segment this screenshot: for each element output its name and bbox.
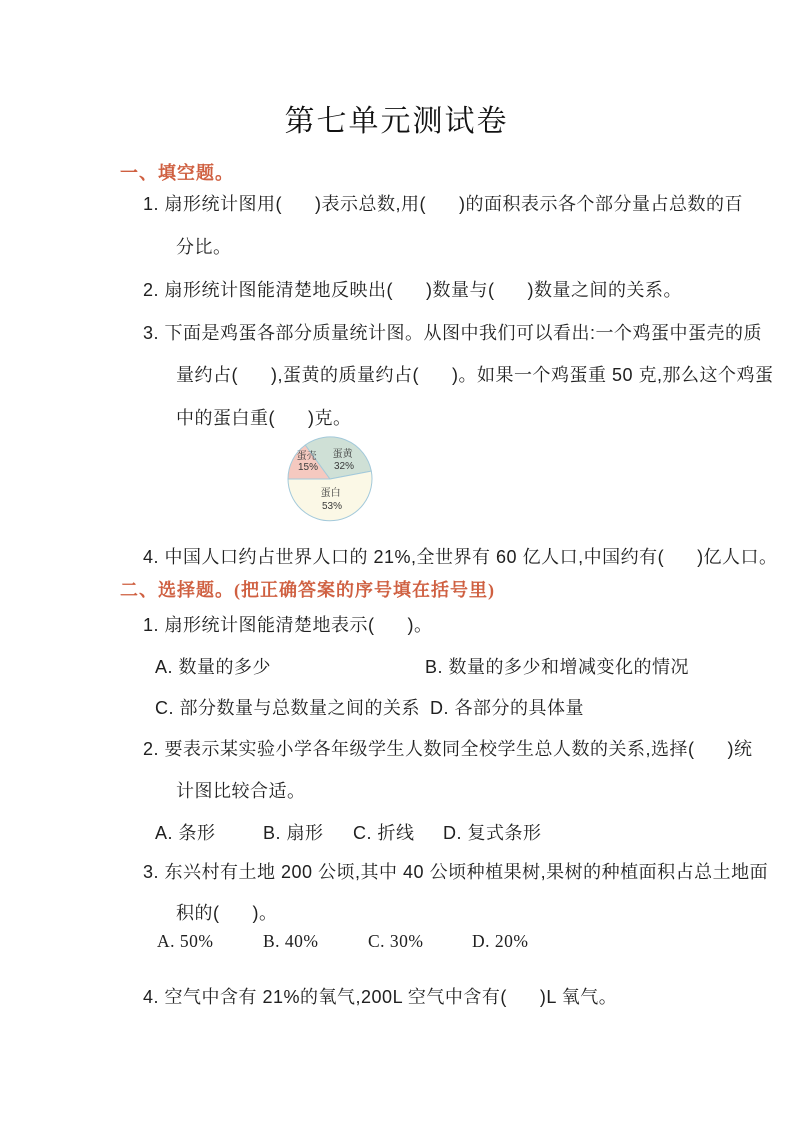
- egg-mass-pie-chart: [287, 436, 373, 522]
- choice-q1-line1: 1. 扇形统计图能清楚地表示( )。: [143, 615, 433, 635]
- pie-label-eggshell: 蛋壳 15%: [296, 451, 319, 473]
- choice-q3-line2: 积的( )。: [176, 903, 278, 923]
- choice-q3-option-c: C. 30%: [368, 931, 424, 951]
- page-title: 第七单元测试卷: [284, 105, 509, 138]
- choice-q2-option-b: B. 扇形: [263, 823, 324, 843]
- pie-chart-svg: [287, 436, 373, 522]
- choice-q3-option-a: A. 50%: [157, 931, 214, 951]
- choice-q1-option-c: C. 部分数量与总数量之间的关系: [155, 698, 420, 718]
- fill-q3-line2: 量约占( ),蛋黄的质量约占( )。如果一个鸡蛋重 50 克,那么这个鸡蛋: [176, 365, 774, 385]
- choice-q2-option-d: D. 复式条形: [443, 823, 542, 843]
- fill-q1-line2: 分比。: [176, 237, 232, 257]
- fill-q3-line3: 中的蛋白重( )克。: [176, 408, 352, 428]
- fill-q2-line1: 2. 扇形统计图能清楚地反映出( )数量与( )数量之间的关系。: [143, 280, 682, 300]
- choice-q1-option-a: A. 数量的多少: [155, 657, 272, 677]
- choice-q2-line1: 2. 要表示某实验小学各年级学生人数同全校学生总人数的关系,选择( )统: [143, 739, 753, 759]
- section-heading-fill-in: 一、填空题。: [120, 163, 234, 183]
- choice-q2-line2: 计图比较合适。: [176, 781, 306, 801]
- fill-q1-line1: 1. 扇形统计图用( )表示总数,用( )的面积表示各个部分量占总数的百: [143, 194, 743, 214]
- choice-q3-line1: 3. 东兴村有土地 200 公顷,其中 40 公顷种植果树,果树的种植面积占总土地面: [143, 862, 769, 882]
- choice-q2-option-a: A. 条形: [155, 823, 216, 843]
- choice-q3-option-d: D. 20%: [472, 931, 529, 951]
- choice-q4-line1: 4. 空气中含有 21%的氧气,200L 空气中含有( )L 氧气。: [143, 987, 618, 1007]
- fill-q4-line1: 4. 中国人口约占世界人口的 21%,全世界有 60 亿人口,中国约有( )亿人口。: [143, 547, 778, 567]
- pie-label-eggwhite: 蛋白 53%: [320, 488, 343, 512]
- choice-q1-option-d: D. 各部分的具体量: [430, 698, 585, 718]
- section-heading-multiple-choice: 二、选择题。(把正确答案的序号填在括号里): [120, 580, 495, 600]
- choice-q2-option-c: C. 折线: [353, 823, 415, 843]
- choice-q3-option-b: B. 40%: [263, 931, 319, 951]
- pie-label-yolk: 蛋黄 32%: [332, 449, 355, 472]
- fill-q3-line1: 3. 下面是鸡蛋各部分质量统计图。从图中我们可以看出:一个鸡蛋中蛋壳的质: [143, 323, 763, 343]
- choice-q1-option-b: B. 数量的多少和增减变化的情况: [425, 657, 690, 677]
